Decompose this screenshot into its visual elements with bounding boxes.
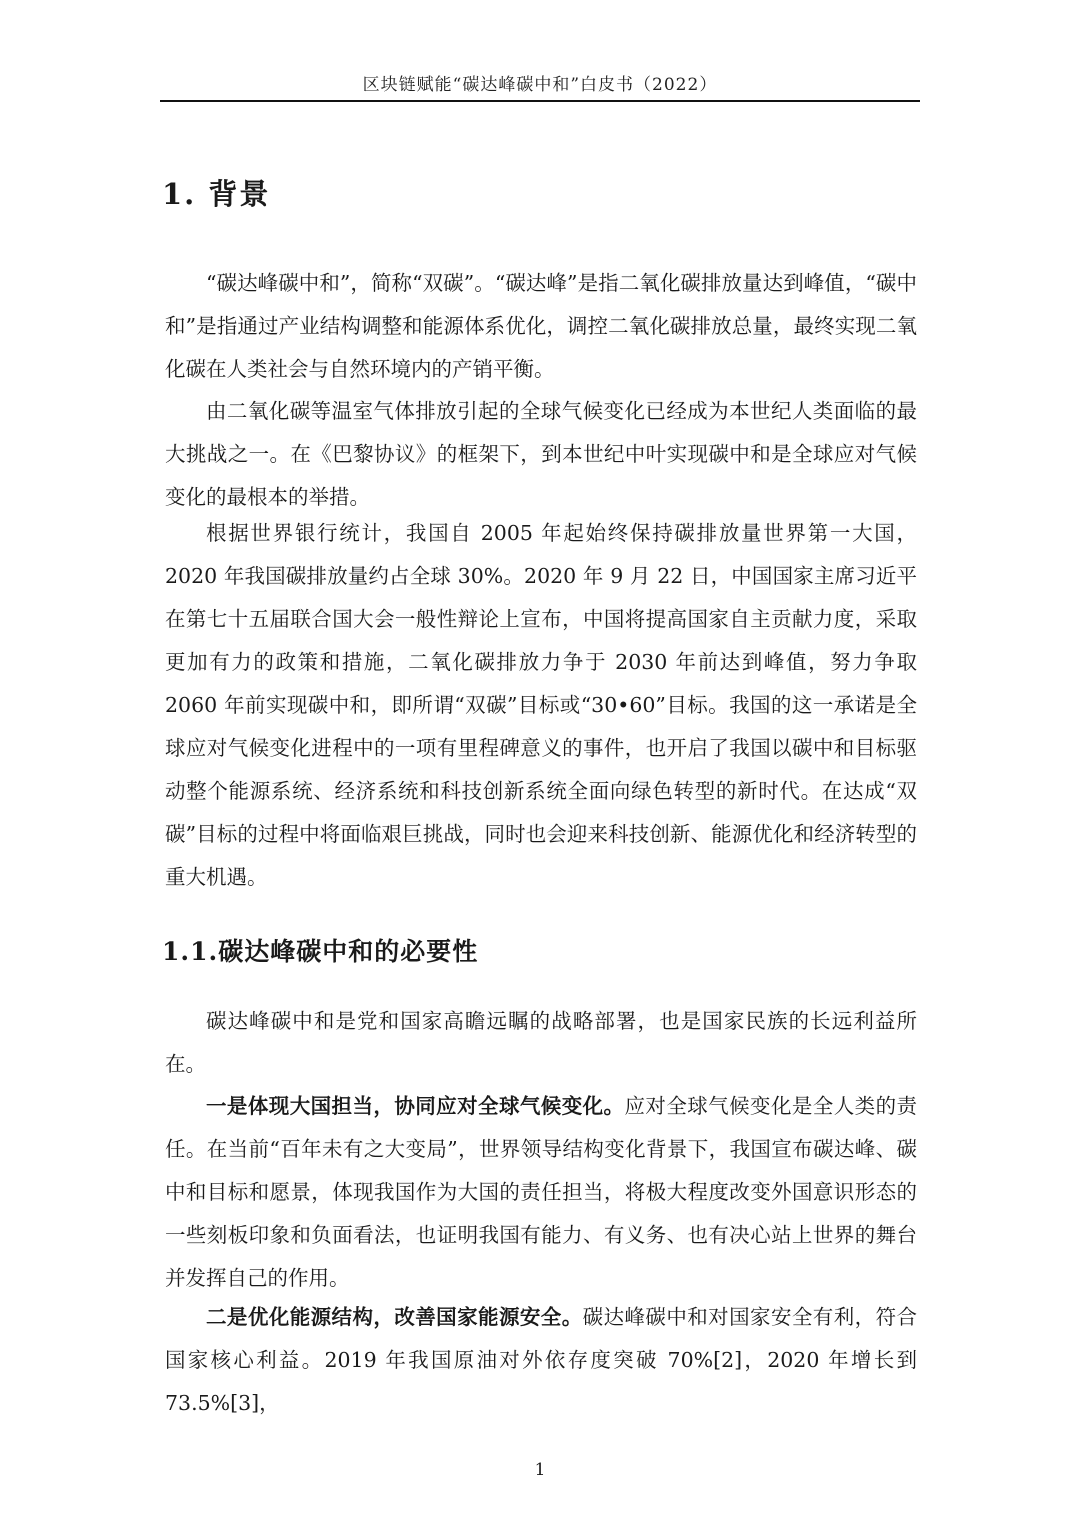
subsection-intro: 碳达峰碳中和是党和国家高瞻远瞩的战略部署，也是国家民族的长远利益所在。 [165,1009,917,1076]
page-number: 1 [534,1460,546,1480]
section-heading: 1. 背景 [162,177,271,211]
subsection-heading: 1.1.碳达峰碳中和的必要性 [162,937,479,966]
header-rule [160,100,920,102]
body-paragraph: “碳达峰碳中和”，简称“双碳”。“碳达峰”是指二氧化碳排放量达到峰值，“碳中和”是指通过产业结构调整和能源体系优化，调控二氧化碳排放总量，最终实现二氧化碳在人类社会与自然环境内的产销平衡。 [165,271,917,381]
point-text: 碳达峰碳中和对国家安全有利，符合国家核心利益。2019 年我国原油对外依存度突破 70%[2]，2020 年增长到 73.5%[3]， [165,1305,918,1415]
point-lead: 二是优化能源结构，改善国家能源安全。 [206,1305,583,1329]
point-text: 应对全球气候变化是全人类的责任。在当前“百年未有之大变局”，世界领导结构变化背景下，我国宣布碳达峰、碳中和目标和愿景，体现我国作为大国的责任担当，将极大程度改变外国意识形态的一些刻板印象和负面看法，也证明我国有能力、有义务、也有决心站上世界的舞台并发挥自己的作用。 [165,1094,917,1290]
point-paragraph [165,1296,917,1425]
point-lead: 一是体现大国担当，协同应对全球气候变化。 [206,1094,625,1118]
body-paragraph: 由二氧化碳等温室气体排放引起的全球气候变化已经成为本世纪人类面临的最大挑战之一。在《巴黎协议》的框架下，到本世纪中叶实现碳中和是全球应对气候变化的最根本的举措。 [165,399,917,509]
body-paragraph: 根据世界银行统计，我国自 2005 年起始终保持碳排放量世界第一大国，2020 年我国碳排放量约占全球 30%。2020 年 9 月 22 日，中国国家主席习近平在第七十五届联合国大会一般性辩论上宣布，中国将提高国家自主贡献力度，采取更加有力的政策和措施，二氧化碳排放力争于 2030 年前达到峰值，努力争取 2060 年前实现碳中和，即所谓“双碳”目标或“30•60”目标。我国的这一承诺是全球应对气候变化进程中的一项有里程碑意义的事件，也开启了我国以碳中和目标驱动整个能源系统、经济系统和科技创新系统全面向绿色转型的新时代。在达成“双碳”目标的过程中将面临艰巨挑战，同时也会迎来科技创新、能源优化和经济转型的重大机遇。 [165,521,917,889]
running-header: 区块链赋能“碳达峰碳中和”白皮书（2022） [362,75,718,95]
point-paragraph [165,1085,917,1300]
